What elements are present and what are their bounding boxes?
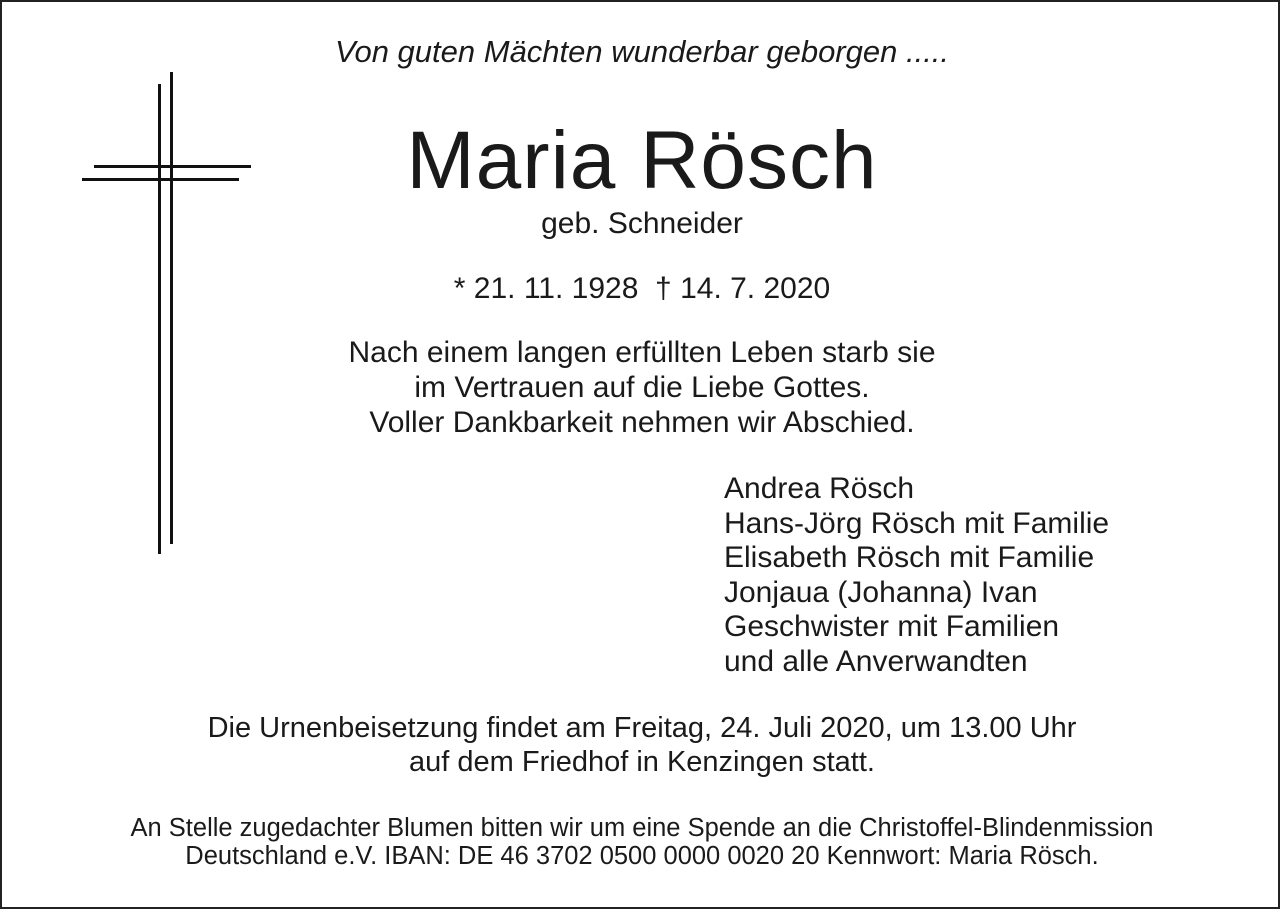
- donation-info: [2, 814, 1280, 870]
- motto: Von guten Mächten wunderbar geborgen .....: [334, 34, 950, 69]
- funeral-info: [2, 711, 1280, 779]
- donation-line: Deutschland e.V. IBAN: DE 46 3702 0500 0000 0020 20 Kennwort: Maria Rösch.: [185, 842, 1099, 870]
- mourner: Hans-Jörg Rösch mit Familie: [724, 506, 1110, 540]
- mourners-list: [724, 472, 1109, 679]
- farewell-line: im Vertrauen auf die Liebe Gottes.: [414, 371, 870, 404]
- farewell-line: Nach einem langen erfüllten Leben starb sie: [348, 336, 936, 369]
- mourner: Andrea Rösch: [724, 472, 915, 505]
- farewell-text: [0, 335, 1280, 440]
- life-dates: * 21. 11. 1928 † 14. 7. 2020: [453, 272, 831, 305]
- mourner: und alle Anverwandten: [724, 644, 1028, 678]
- mourner: Elisabeth Rösch mit Familie: [724, 541, 1095, 574]
- deceased-name: Maria Rösch: [406, 115, 878, 206]
- farewell-line: Voller Dankbarkeit nehmen wir Abschied.: [369, 406, 915, 439]
- mourner: Jonjaua (Johanna) Ivan: [724, 575, 1038, 609]
- maiden-name: geb. Schneider: [541, 207, 743, 240]
- donation-line: An Stelle zugedachter Blumen bitten wir um eine Spende an die Christoffel-Blindenmission: [130, 814, 1154, 842]
- funeral-line: Die Urnenbeisetzung findet am Freitag, 24. Juli 2020, um 13.00 Uhr: [207, 712, 1077, 744]
- mourner: Geschwister mit Familien: [724, 610, 1060, 643]
- funeral-line: auf dem Friedhof in Kenzingen statt.: [409, 746, 875, 778]
